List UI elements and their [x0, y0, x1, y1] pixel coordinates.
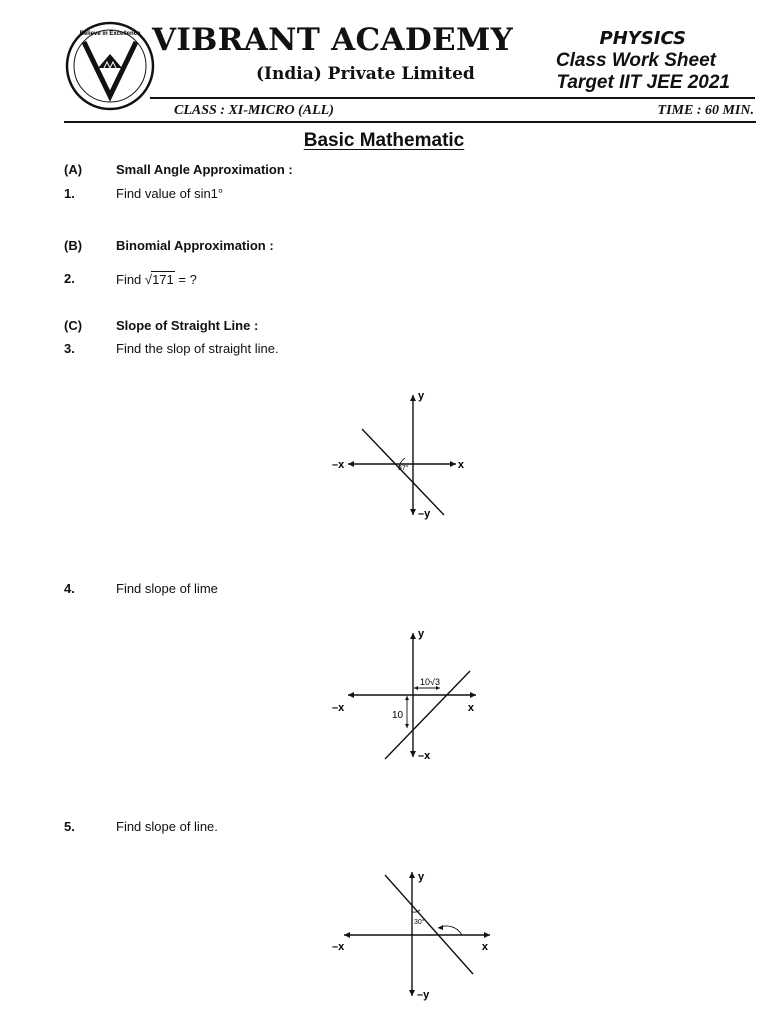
question-1-text: Find value of sin1° — [116, 186, 224, 201]
fig1-angle-label: 37° — [398, 465, 409, 472]
fig3-neg-x-label: –x — [332, 941, 345, 953]
header-bottom-rule — [64, 121, 756, 123]
sheet-type: Class Work Sheet — [555, 50, 716, 71]
logo-motto: Believe in Excellence — [79, 31, 141, 37]
fig2-vertical-label: 10 — [392, 710, 404, 721]
fig2-x-label: x — [467, 702, 474, 714]
fig2-horizontal-label: 10√3 — [420, 677, 440, 687]
fig1-neg-x-label: –x — [332, 459, 345, 471]
section-a-label: (A) — [64, 162, 83, 177]
question-3-text: Find the slop of straight line. — [116, 341, 279, 356]
sqrt-symbol: √ — [144, 272, 153, 287]
question-2-text: Find √171 = ? — [116, 272, 197, 287]
fig2-neg-x-label: –x — [332, 702, 345, 714]
fig3-x-label: x — [481, 941, 488, 953]
page-title: Basic Mathematic — [303, 130, 465, 151]
academy-name: VIBRANT ACADEMY — [152, 22, 513, 58]
fig1-neg-y-label: –y — [418, 508, 431, 520]
question-2-number: 2. — [64, 271, 75, 286]
question-4-text: Find slope of lime — [116, 581, 218, 596]
section-b-heading: Binomial Approximation : — [116, 238, 274, 253]
time-info: TIME : 60 MIN. — [657, 103, 754, 118]
figure-line-37deg — [330, 385, 464, 525]
fig1-y-label: y — [418, 390, 425, 402]
class-info: CLASS : XI-MICRO (ALL) — [174, 103, 334, 118]
fig3-neg-y-label: –y — [417, 989, 430, 1001]
section-c-label: (C) — [64, 318, 83, 333]
exam-target: Target IIT JEE 2021 — [556, 72, 730, 93]
fig3-y-label: y — [418, 871, 425, 883]
figure-line-10root3 — [330, 625, 480, 765]
fig2-y-label: y — [418, 628, 425, 640]
subject-title: PHYSICS — [599, 28, 686, 49]
question-5-text: Find slope of line. — [116, 819, 218, 834]
figure-line-30deg — [330, 866, 500, 1006]
header-top-rule — [150, 97, 755, 99]
fig1-x-label: x — [457, 459, 464, 471]
section-a-heading: Small Angle Approximation : — [116, 162, 293, 177]
question-1-number: 1. — [64, 186, 75, 201]
question-4-number: 4. — [64, 581, 75, 596]
question-5-number: 5. — [64, 819, 75, 834]
section-b-label: (B) — [64, 238, 83, 253]
fig3-angle-label: 30° — [414, 919, 425, 926]
academy-logo — [64, 20, 156, 112]
section-c-heading: Slope of Straight Line : — [116, 318, 259, 333]
fig2-neg-y-label: –x — [418, 750, 431, 762]
question-3-number: 3. — [64, 341, 75, 356]
academy-subtitle: (India) Private Limited — [256, 64, 475, 84]
